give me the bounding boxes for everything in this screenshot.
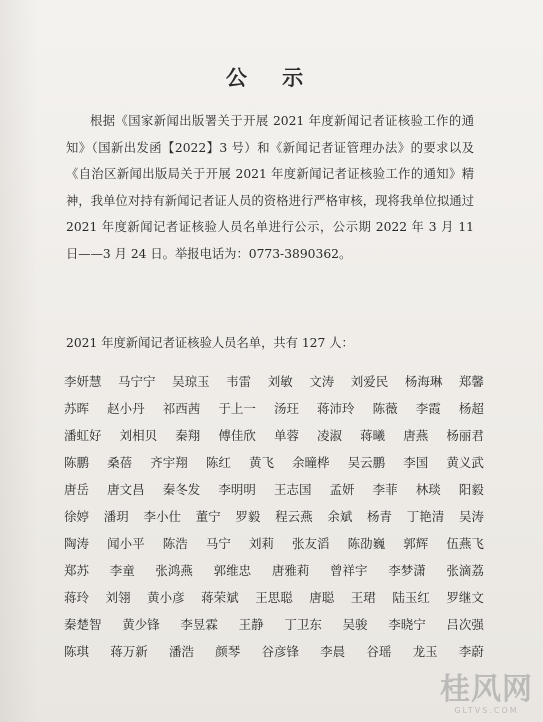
person-name: 吴云鹏 (347, 455, 386, 470)
person-name: 阳毅 (458, 482, 484, 497)
person-name: 赵小丹 (107, 401, 145, 416)
person-name: 郭辉 (403, 536, 429, 551)
person-name: 李国 (403, 455, 429, 470)
name-row (64, 503, 484, 530)
person-name: 吴涛 (458, 509, 484, 524)
person-name: 韦雷 (226, 374, 252, 389)
person-name: 余斌 (327, 509, 353, 524)
person-name: 杨超 (458, 401, 484, 416)
person-name: 颜琴 (215, 644, 241, 659)
person-name: 陶涛 (64, 536, 90, 551)
person-name: 苏晖 (64, 401, 90, 416)
person-name: 文涛 (309, 374, 335, 389)
name-row (64, 395, 484, 422)
person-name: 李菲 (372, 482, 398, 497)
person-name: 陆玉红 (392, 590, 430, 605)
person-name: 吴骏 (342, 617, 368, 632)
person-name: 谷瑶 (366, 644, 392, 659)
person-name: 张滴荔 (446, 563, 484, 578)
person-name: 陈浩 (162, 536, 188, 551)
person-name: 蒋玲 (64, 590, 90, 605)
person-name: 丁艳清 (406, 509, 445, 524)
person-name: 黄飞 (248, 455, 274, 470)
person-name: 李晨 (320, 644, 346, 659)
name-row (64, 557, 484, 584)
person-name: 程云燕 (275, 509, 313, 524)
person-name: 陈鹏 (64, 455, 90, 470)
person-name: 吴琼玉 (172, 374, 210, 389)
person-name: 于上一 (218, 401, 256, 416)
person-name: 傅佳欣 (218, 428, 256, 443)
person-name: 李霞 (415, 401, 441, 416)
person-name: 罗毅 (235, 509, 261, 524)
person-name: 黄义武 (446, 455, 484, 470)
person-name: 龙玉 (412, 644, 438, 659)
person-name: 刘翎 (105, 590, 131, 605)
person-name: 吕次强 (446, 617, 484, 632)
person-name: 马宁 (205, 536, 231, 551)
person-name: 马宁宁 (118, 374, 156, 389)
person-name: 李童 (109, 563, 135, 578)
person-name: 张鸿燕 (155, 563, 193, 578)
person-name: 李晓宁 (388, 617, 426, 632)
person-name: 罗继文 (446, 590, 484, 605)
person-name: 刘爱民 (350, 374, 389, 389)
name-row (64, 530, 484, 557)
person-name: 黄少锋 (122, 617, 160, 632)
person-name: 唐聪 (309, 590, 335, 605)
person-name: 林琰 (415, 482, 441, 497)
person-name: 陈劭巍 (347, 536, 386, 551)
person-name: 杨丽君 (446, 428, 484, 443)
person-name: 郑馨 (458, 374, 484, 389)
notice-paragraph: 根据《国家新闻出版署关于开展 2021 年度新闻记者证核验工作的通知》（国新出发函【2022】3 号）和《新闻记者证管理办法》的要求以及《自治区新闻出版局关于开展 2021 年度新闻记者证核验工作的通知》精神，我单位对持有新闻记者证人员的资格进行严格审核，现将我单位拟通过 2021 年度新闻记者证核验人员名单进行公示，公示期 2022 年 3 月 11 日——3 月 24 日。举报电话为：0773-3890362。 (66, 114, 474, 261)
person-name: 王珺 (350, 590, 376, 605)
person-name: 郭维忠 (213, 563, 252, 578)
person-name: 陈薇 (372, 401, 398, 416)
person-name: 王思聪 (255, 590, 293, 605)
person-name: 李蔚 (458, 644, 484, 659)
person-name: 余曈桦 (292, 455, 330, 470)
name-row (64, 422, 484, 449)
person-name: 孟妍 (329, 482, 355, 497)
name-row (64, 368, 484, 395)
person-name: 唐雅莉 (271, 563, 310, 578)
person-name: 潘虹好 (64, 428, 102, 443)
watermark-domain: GLTVS.COM (454, 706, 519, 715)
name-row (64, 611, 484, 638)
person-name: 唐岳 (64, 482, 90, 497)
person-name: 杨青 (367, 509, 393, 524)
person-name: 王静 (238, 617, 264, 632)
person-name: 祁西茜 (162, 401, 201, 416)
person-name: 徐婷 (64, 509, 90, 524)
person-name: 刘敏 (267, 374, 293, 389)
name-list (64, 368, 484, 665)
person-name: 王志国 (273, 482, 312, 497)
person-name: 唐燕 (403, 428, 429, 443)
person-name: 李昱霖 (180, 617, 218, 632)
page-title: 公 示 (225, 66, 318, 90)
person-name: 蒋曦 (360, 428, 386, 443)
name-row (64, 584, 484, 611)
person-name: 董宁 (195, 509, 221, 524)
person-name: 蒋沛玲 (317, 401, 355, 416)
person-name: 蒋荣斌 (201, 590, 239, 605)
person-name: 谷彦锋 (261, 644, 299, 659)
person-name: 丁卫东 (284, 617, 322, 632)
person-name: 桑蓓 (107, 455, 133, 470)
person-name: 黄小彦 (147, 590, 185, 605)
person-name: 秦楚智 (64, 617, 102, 632)
person-name: 李小仕 (143, 509, 181, 524)
list-heading: 2021 年度新闻记者证核验人员名单，共有 127 人： (66, 336, 354, 350)
person-name: 潘玥 (103, 509, 129, 524)
name-row (64, 449, 484, 476)
name-row (64, 638, 484, 665)
person-name: 郑苏 (64, 563, 90, 578)
person-name: 杨海琳 (404, 374, 443, 389)
person-name: 李妍慧 (64, 374, 102, 389)
person-name: 秦翔 (175, 428, 201, 443)
person-name: 刘莉 (248, 536, 274, 551)
person-name: 齐宇翔 (150, 455, 188, 470)
person-name: 李梦潇 (388, 563, 426, 578)
person-name: 秦冬发 (162, 482, 201, 497)
person-name: 张友滔 (292, 536, 330, 551)
person-name: 刘相贝 (119, 428, 158, 443)
page-shadow (0, 0, 38, 722)
person-name: 单蓉 (273, 428, 299, 443)
site-watermark (440, 674, 533, 716)
person-name: 曾祥宇 (330, 563, 368, 578)
person-name: 汤玨 (273, 401, 299, 416)
person-name: 潘浩 (168, 644, 194, 659)
name-row (64, 476, 484, 503)
person-name: 伍燕飞 (446, 536, 484, 551)
watermark-logo-text: 桂风网 (440, 672, 533, 707)
person-name: 唐文昌 (107, 482, 145, 497)
person-name: 凌淑 (317, 428, 343, 443)
person-name: 蒋万新 (110, 644, 148, 659)
person-name: 陈琪 (64, 644, 90, 659)
person-name: 陈红 (205, 455, 231, 470)
person-name: 李明明 (218, 482, 256, 497)
person-name: 闻小平 (107, 536, 145, 551)
